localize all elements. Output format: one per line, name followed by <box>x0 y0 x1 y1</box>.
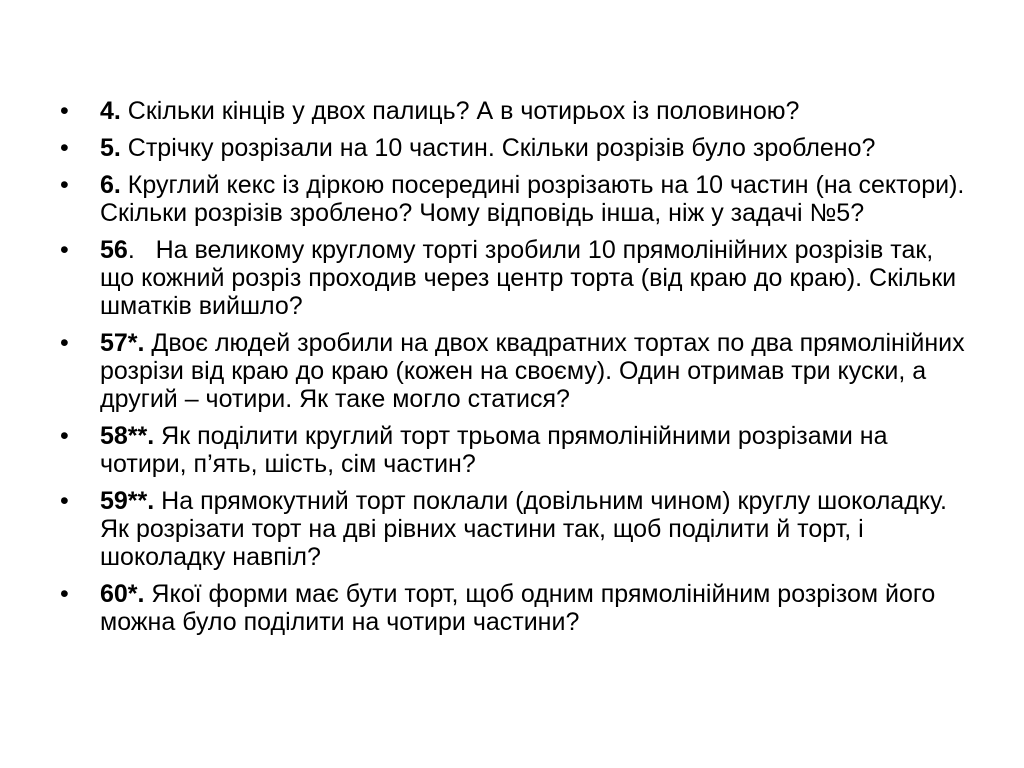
problem-text: На прямокутний торт поклали (довільним чином) круглу шоколадку. Як розрізати торт на дві рівних частини так, щоб поділити й торт, і шоколадку навпіл? <box>100 487 947 571</box>
problem-text: Двоє людей зробили на двох квадратних тортах по два прямолінійних розрізи від краю до краю (кожен на своєму). Один отримав три куски, а другий – чотири. Як таке могло статися? <box>100 329 965 413</box>
problem-text: Якої форми має бути торт, щоб одним прямолінійним розрізом його можна було поділити на чотири частини? <box>100 580 936 636</box>
problem-text: На великому круглому торті зробили 10 прямолінійних розрізів так, що кожний розріз проходив через центр торта (від краю до краю). Скільки шматків вийшло? <box>100 236 964 320</box>
problem-item-5 <box>60 134 970 162</box>
problem-text: Скільки кінців у двох палиць? А в чотирьох із половиною? <box>120 97 800 125</box>
problem-list <box>60 97 970 645</box>
problem-number: 59**. <box>100 487 155 515</box>
problem-number: 4. <box>100 97 121 125</box>
problem-number: 6. <box>100 171 121 199</box>
problem-item-56 <box>60 236 970 320</box>
problem-item-59 <box>60 487 970 571</box>
problem-number: 57*. <box>100 329 145 357</box>
problem-text: Як поділити круглий торт трьома прямолінійними розрізами на чотири, п’ять, шість, сім частин? <box>100 422 888 478</box>
bullet-icon: • <box>60 487 69 515</box>
bullet-icon: • <box>60 171 69 199</box>
problem-text: Стрічку розрізали на 10 частин. Скільки розрізів було зроблено? <box>120 134 876 162</box>
bullet-icon: • <box>60 134 69 162</box>
problem-item-57 <box>60 329 970 413</box>
bullet-icon: • <box>60 329 69 357</box>
bullet-icon: • <box>60 422 69 450</box>
problem-text: Круглий кекс із діркою посередині розрізають на 10 частин (на сектори). Скільки розрізів зроблено? Чому відповідь інша, ніж у задачі №5? <box>100 171 965 227</box>
bullet-icon: • <box>60 97 69 125</box>
problem-number: 60*. <box>100 580 145 608</box>
problem-item-4 <box>60 97 970 125</box>
problem-number: 5. <box>100 134 121 162</box>
bullet-icon: • <box>60 236 69 264</box>
problem-item-60 <box>60 580 970 636</box>
bullet-icon: • <box>60 580 69 608</box>
problem-number: 56 <box>100 236 128 264</box>
problem-number: 58**. <box>100 422 155 450</box>
problem-number-suffix: . <box>127 236 135 264</box>
problem-item-58 <box>60 422 970 478</box>
problem-item-6 <box>60 171 970 227</box>
